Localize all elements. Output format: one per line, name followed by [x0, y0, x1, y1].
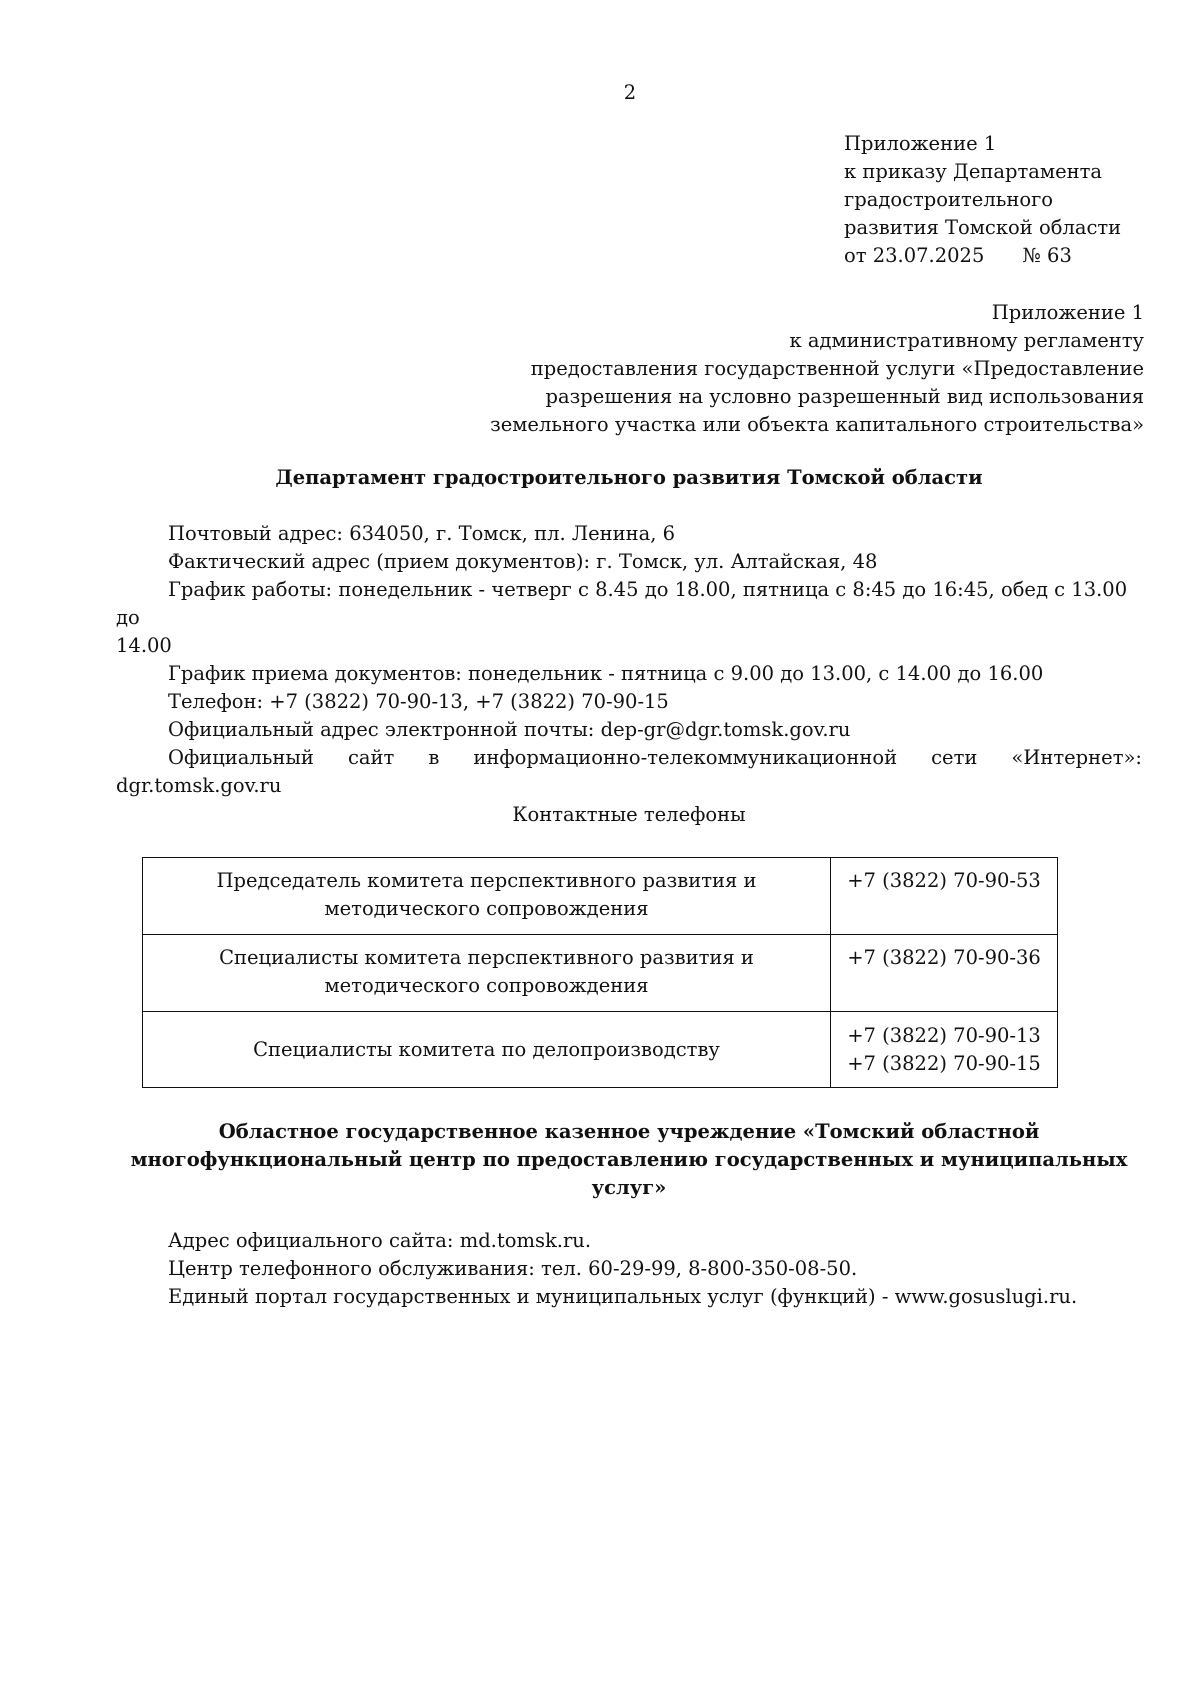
mfc-call-center: Центр телефонного обслуживания: тел. 60-29-99, 8-800-350-08-50. [168, 1257, 858, 1280]
table-row [143, 858, 1058, 935]
mfc-title-line: Областное государственное казенное учреждение «Томский областной [218, 1120, 1040, 1143]
phone-number: +7 (3822) 70-90-53 [847, 869, 1041, 892]
mfc-portal: Единый портал государственных и муниципальных услуг (функций) - www.gosuslugi.ru. [168, 1285, 1078, 1308]
regulation-appendix-block [490, 299, 1144, 439]
role-line: методического сопровождения [324, 974, 649, 997]
mfc-contact-info [116, 1227, 1142, 1311]
work-schedule-continuation: 14.00 [116, 634, 172, 657]
order-date: от 23.07.2025 [844, 244, 985, 267]
role-cell [143, 935, 831, 1012]
phone-number: +7 (3822) 70-90-36 [847, 946, 1041, 969]
role-cell [143, 1012, 831, 1088]
department-title: Департамент градостроительного развития Томской области [275, 466, 983, 489]
role-text [143, 935, 830, 1000]
role-text [143, 858, 830, 923]
mfc-title-line: многофункциональный центр по предоставлению государственных и муниципальных [130, 1148, 1128, 1171]
actual-address: Фактический адрес (прием документов): г. Томск, ул. Алтайская, 48 [168, 550, 878, 573]
contacts-table-caption: Контактные телефоны [512, 803, 746, 826]
phone-number: +7 (3822) 70-90-13 [847, 1023, 1041, 1047]
regulation-appendix-line: земельного участка или объекта капитального строительства» [490, 413, 1144, 436]
table-row [143, 935, 1058, 1012]
order-appendix-line: градостроительного [844, 188, 1054, 211]
phone-cell [831, 1012, 1058, 1088]
mfc-title-line: услуг» [591, 1176, 667, 1199]
department-website: Официальный сайт в информационно-телекоммуникационной сети «Интернет»: [168, 746, 1142, 769]
order-appendix-line: развития Томской области [844, 216, 1122, 239]
regulation-appendix-line: к административному регламенту [789, 329, 1144, 352]
order-date-line [844, 242, 1121, 270]
department-phone: Телефон: +7 (3822) 70-90-13, +7 (3822) 70-90-15 [168, 690, 669, 713]
mfc-website: Адрес официального сайта: md.tomsk.ru. [168, 1229, 592, 1252]
work-schedule: График работы: понедельник - четверг с 8.45 до 18.00, пятница с 8:45 до 16:45, обед с 13.00 до [116, 578, 1128, 629]
role-text: Специалисты комитета по делопроизводству [253, 1037, 720, 1061]
department-contact-info [116, 520, 1142, 800]
role-line: Специалисты комитета перспективного развития и [219, 946, 754, 969]
phone-list [831, 935, 1057, 972]
order-number: № 63 [1022, 244, 1072, 267]
phone-list [831, 858, 1057, 895]
phone-cell [831, 858, 1058, 935]
department-email: Официальный адрес электронной почты: dep-gr@dgr.tomsk.gov.ru [168, 718, 851, 741]
page-number: 2 [623, 81, 637, 104]
contacts-table [142, 857, 1058, 1088]
regulation-appendix-line: разрешения на условно разрешенный вид использования [545, 385, 1144, 408]
order-appendix-line: к приказу Департамента [844, 160, 1103, 183]
role-line: методического сопровождения [324, 897, 649, 920]
role-line: Председатель комитета перспективного развития и [216, 869, 757, 892]
regulation-appendix-line: Приложение 1 [991, 301, 1144, 324]
department-website-url: dgr.tomsk.gov.ru [116, 774, 282, 797]
phone-number: +7 (3822) 70-90-15 [847, 1051, 1041, 1075]
phone-cell [831, 935, 1058, 1012]
table-row [143, 1012, 1058, 1088]
role-cell [143, 858, 831, 935]
postal-address: Почтовый адрес: 634050, г. Томск, пл. Ленина, 6 [168, 522, 676, 545]
mfc-title [116, 1118, 1142, 1202]
reception-schedule: График приема документов: понедельник - пятница с 9.00 до 13.00, с 14.00 до 16.00 [168, 662, 1044, 685]
order-appendix-line: Приложение 1 [844, 132, 997, 155]
regulation-appendix-line: предоставления государственной услуги «Предоставление [530, 357, 1144, 380]
order-appendix-block [844, 130, 1121, 270]
